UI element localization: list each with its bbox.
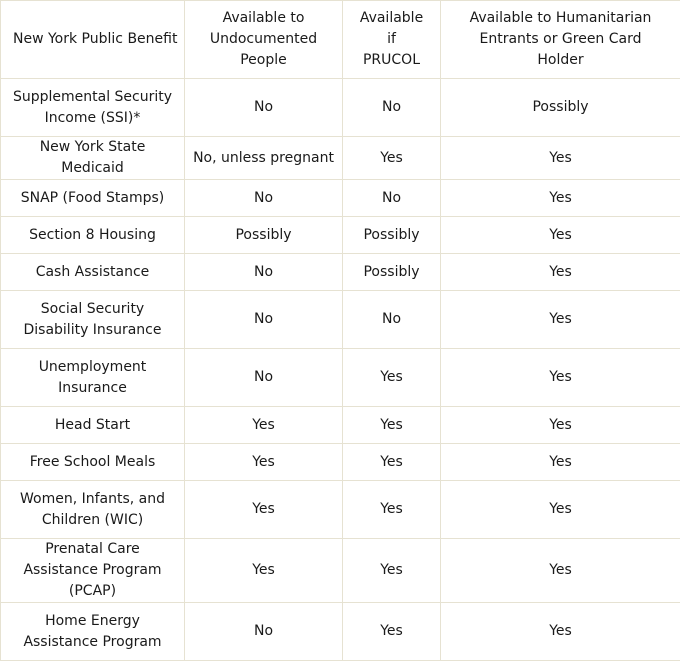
benefit-name: Section 8 Housing [1, 217, 185, 254]
prucol-cell: Possibly [343, 254, 441, 291]
humanitarian-cell: Yes [441, 217, 680, 254]
undocumented-cell: No [185, 79, 343, 137]
humanitarian-cell: Yes [441, 180, 680, 217]
undocumented-cell: No [185, 291, 343, 349]
undocumented-cell: No [185, 349, 343, 407]
undocumented-cell: Yes [185, 539, 343, 603]
humanitarian-cell: Yes [441, 137, 680, 180]
table-row [1, 137, 680, 180]
undocumented-cell: Possibly [185, 217, 343, 254]
prucol-cell: Yes [343, 539, 441, 603]
humanitarian-cell: Yes [441, 407, 680, 444]
table-row [1, 180, 680, 217]
header-benefit: New York Public Benefit [1, 1, 185, 79]
prucol-cell: Yes [343, 349, 441, 407]
benefit-name: Social Security Disability Insurance [1, 291, 185, 349]
undocumented-cell: No [185, 603, 343, 661]
table-row [1, 603, 680, 661]
table-row [1, 254, 680, 291]
undocumented-cell: Yes [185, 481, 343, 539]
table-row [1, 291, 680, 349]
table-row [1, 79, 680, 137]
benefit-name: Free School Meals [1, 444, 185, 481]
table-row [1, 407, 680, 444]
prucol-cell: Yes [343, 603, 441, 661]
undocumented-cell: No, unless pregnant [185, 137, 343, 180]
benefit-name: Prenatal Care Assistance Program (PCAP) [1, 539, 185, 603]
undocumented-cell: Yes [185, 407, 343, 444]
prucol-cell: Possibly [343, 217, 441, 254]
humanitarian-cell: Yes [441, 291, 680, 349]
table-row [1, 349, 680, 407]
prucol-cell: No [343, 291, 441, 349]
humanitarian-cell: Yes [441, 444, 680, 481]
prucol-cell: Yes [343, 481, 441, 539]
humanitarian-cell: Yes [441, 603, 680, 661]
benefit-name: Women, Infants, and Children (WIC) [1, 481, 185, 539]
prucol-cell: Yes [343, 137, 441, 180]
benefit-name: Cash Assistance [1, 254, 185, 291]
undocumented-cell: No [185, 180, 343, 217]
header-prucol: Available if PRUCOL [343, 1, 441, 79]
benefit-name: Home Energy Assistance Program [1, 603, 185, 661]
header-humanitarian: Available to Humanitarian Entrants or Green Card Holder [441, 1, 680, 79]
benefit-name: Supplemental Security Income (SSI)* [1, 79, 185, 137]
benefit-name: Head Start [1, 407, 185, 444]
benefit-name: New York State Medicaid [1, 137, 185, 180]
humanitarian-cell: Yes [441, 539, 680, 603]
humanitarian-cell: Possibly [441, 79, 680, 137]
header-undocumented: Available to Undocumented People [185, 1, 343, 79]
undocumented-cell: No [185, 254, 343, 291]
prucol-cell: Yes [343, 407, 441, 444]
table-row [1, 444, 680, 481]
undocumented-cell: Yes [185, 444, 343, 481]
humanitarian-cell: Yes [441, 254, 680, 291]
table-row [1, 539, 680, 603]
table-row [1, 217, 680, 254]
table-header-row [1, 1, 680, 79]
benefit-name: SNAP (Food Stamps) [1, 180, 185, 217]
humanitarian-cell: Yes [441, 481, 680, 539]
prucol-cell: No [343, 180, 441, 217]
table-row [1, 481, 680, 539]
prucol-cell: No [343, 79, 441, 137]
humanitarian-cell: Yes [441, 349, 680, 407]
benefit-name: Unemployment Insurance [1, 349, 185, 407]
prucol-cell: Yes [343, 444, 441, 481]
